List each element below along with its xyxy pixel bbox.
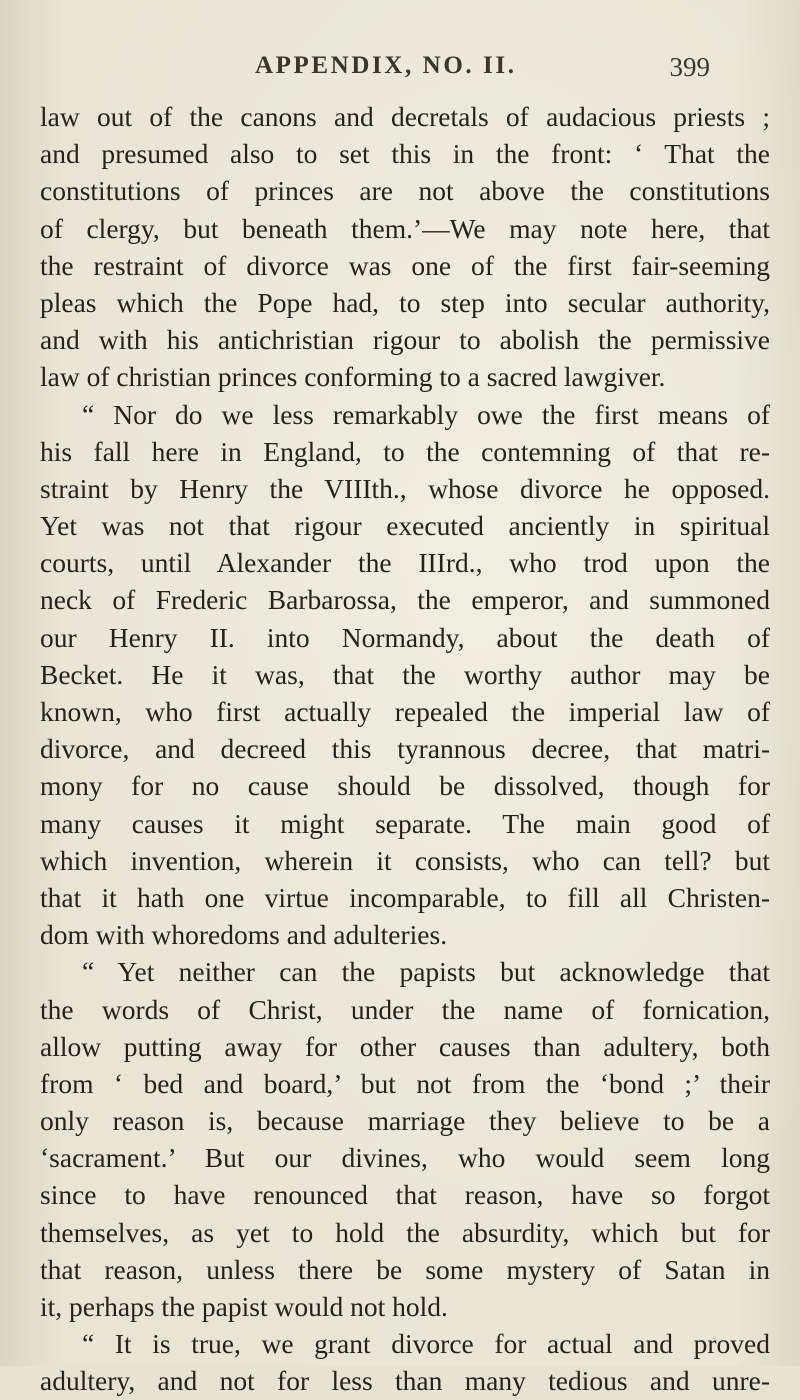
text-line: which invention, wherein it consists, who can tell? but bbox=[40, 844, 770, 876]
text-line: “ Nor do we less remarkably owe the first means of bbox=[82, 398, 770, 430]
text-line: themselves, as yet to hold the absurdity, which but for bbox=[40, 1216, 770, 1248]
text-line: adultery, and not for less than many tedious and unre- bbox=[40, 1365, 770, 1397]
text-line: it, perhaps the papist would not hold. bbox=[40, 1291, 448, 1322]
text-line: since to have renounced that reason, have so forgot bbox=[40, 1179, 770, 1211]
text-line: from ‘ bed and board,’ but not from the ‘bond ;’ their bbox=[40, 1067, 770, 1099]
page-number: 399 bbox=[669, 52, 710, 82]
text-line: the words of Christ, under the name of fornication, bbox=[40, 993, 770, 1025]
text-line: and with his antichristian rigour to abolish the permissive bbox=[40, 324, 770, 356]
text-line: the restraint of divorce was one of the first fair-seeming bbox=[40, 249, 770, 281]
text-line: courts, until Alexander the IIIrd., who trod upon the bbox=[40, 547, 770, 579]
page-header bbox=[0, 52, 800, 92]
text-line: straint by Henry the VIIIth., whose divorce he opposed. bbox=[40, 472, 770, 504]
text-line: of clergy, but beneath them.’—We may note here, that bbox=[40, 212, 770, 244]
text-line: “ Yet neither can the papists but acknowledge that bbox=[82, 956, 770, 988]
text-line: Becket. He it was, that the worthy author may be bbox=[40, 658, 770, 690]
text-line: mony for no cause should be dissolved, though for bbox=[40, 770, 770, 802]
text-line: Yet was not that rigour executed anciently in spiritual bbox=[40, 510, 770, 542]
text-line: pleas which the Pope had, to step into secular authority, bbox=[40, 286, 770, 318]
text-line: ‘sacrament.’ But our divines, who would seem long bbox=[40, 1142, 770, 1174]
text-line: divorce, and decreed this tyrannous decree, that matri- bbox=[40, 733, 770, 765]
text-line: allow putting away for other causes than adultery, both bbox=[40, 1030, 770, 1062]
text-line: and presumed also to set this in the front: ‘ That the bbox=[40, 138, 770, 170]
text-line: our Henry II. into Normandy, about the death of bbox=[40, 621, 770, 653]
running-head: APPENDIX, NO. II. bbox=[255, 52, 517, 79]
text-line: only reason is, because marriage they believe to be a bbox=[40, 1105, 770, 1137]
text-line: “ It is true, we grant divorce for actual and proved bbox=[82, 1328, 770, 1360]
text-line: that reason, unless there be some mystery of Satan in bbox=[40, 1253, 770, 1285]
text-line: his fall here in England, to the contemning of that re- bbox=[40, 435, 770, 467]
body-text bbox=[40, 98, 770, 1400]
text-line: dom with whoredoms and adulteries. bbox=[40, 919, 448, 951]
text-line: law out of the canons and decretals of audacious priests ; bbox=[40, 101, 770, 132]
text-line: known, who first actually repealed the imperial law of bbox=[40, 696, 770, 727]
text-line: neck of Frederic Barbarossa, the emperor, and summoned bbox=[40, 584, 770, 616]
text-line: that it hath one virtue incomparable, to fill all Christen- bbox=[40, 881, 770, 913]
text-line: many causes it might separate. The main good of bbox=[40, 807, 770, 839]
text-line: constitutions of princes are not above the constitutions bbox=[40, 175, 770, 207]
text-line: law of christian princes conforming to a sacred lawgiver. bbox=[40, 361, 666, 393]
